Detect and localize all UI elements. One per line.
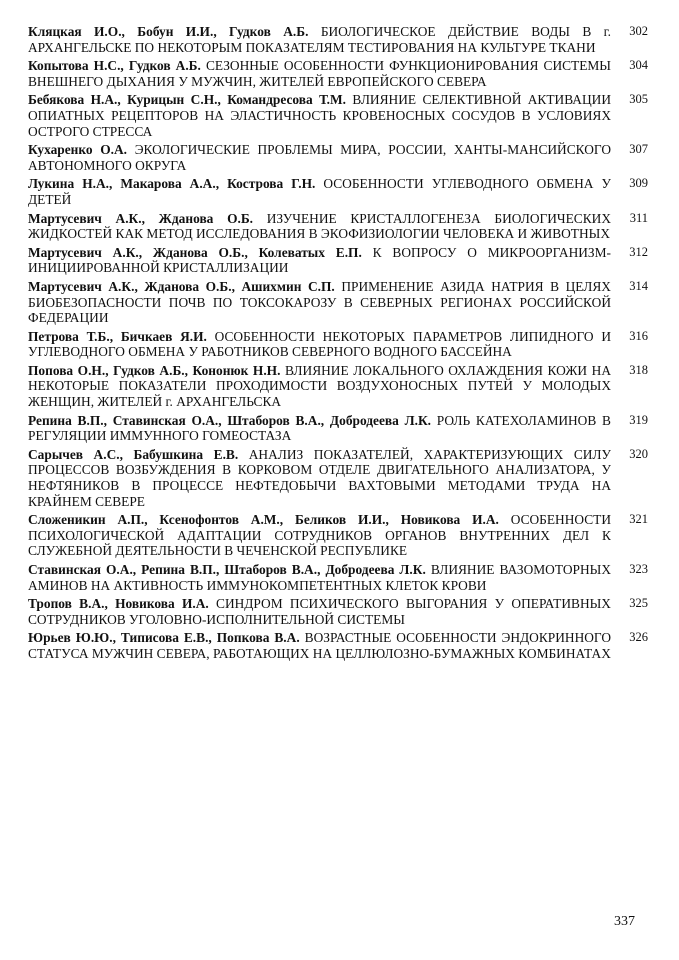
toc-entry	[28, 329, 648, 360]
toc-entry	[28, 363, 648, 410]
toc-entry-text	[28, 413, 611, 444]
entry-title: ЭКОЛОГИЧЕСКИЕ ПРОБЛЕМЫ МИРА, РОССИИ, ХАНТЫ-МАНСИЙСКОГО АВТОНОМНОГО ОКРУГА	[28, 142, 611, 173]
toc-entry-text	[28, 92, 611, 139]
entry-authors: Мартусевич А.К., Жданова О.Б., Ашихмин С.П.	[28, 278, 335, 294]
entry-page-number: 309	[629, 176, 648, 191]
toc-entry	[28, 279, 648, 326]
toc-entry-text	[28, 363, 611, 410]
entry-page-number: 318	[629, 362, 648, 377]
entry-authors: Сарычев А.С., Бабушкина Е.В.	[28, 446, 239, 462]
entry-title: ПРИМЕНЕНИЕ АЗИДА НАТРИЯ В ЦЕЛЯХ БИОБЕЗОПАСНОСТИ ПОЧВ ПО ТОКСОКАРОЗУ В СЕВЕРНЫХ РЕГИОНАХ РОССИЙСКОЙ ФЕДЕРАЦИИ	[28, 278, 611, 326]
table-of-contents	[28, 24, 648, 665]
entry-page-number: 321	[629, 512, 648, 527]
entry-page-number: 312	[629, 244, 648, 259]
entry-page-number: 326	[629, 630, 648, 645]
toc-entry-text	[28, 176, 611, 207]
toc-entry-text	[28, 211, 611, 242]
toc-entry	[28, 630, 648, 661]
entry-title: ВЛИЯНИЕ ЛОКАЛЬНОГО ОХЛАЖДЕНИЯ КОЖИ НА НЕКОТОРЫЕ ПОКАЗАТЕЛИ ПРОХОДИМОСТИ ВОЗДУХОНОСНЫХ ПУТЕЙ У МОЛОДЫХ ЖЕНЩИН, ЖИТЕЛЕЙ г. АРХАНГЕЛЬСКА	[28, 362, 611, 410]
entry-title: К ВОПРОСУ О МИКРООРГАНИЗМ-ИНИЦИИРОВАННОЙ КРИСТАЛЛИЗАЦИИ	[28, 244, 612, 276]
entry-authors: Бебякова Н.А., Курицын С.Н., Командресова Т.М.	[28, 92, 347, 108]
toc-entry	[28, 142, 648, 173]
entry-authors: Мартусевич А.К., Жданова О.Б.	[28, 210, 254, 226]
entry-authors: Петрова Т.Б., Бичкаев Я.И.	[28, 328, 207, 344]
entry-authors: Кляцкая И.О., Бобун И.И., Гудков А.Б.	[28, 24, 309, 39]
toc-entry-text	[28, 447, 611, 509]
entry-title: ОСОБЕННОСТИ УГЛЕВОДНОГО ОБМЕНА У ДЕТЕЙ	[28, 176, 611, 207]
entry-title: АНАЛИЗ ПОКАЗАТЕЛЕЙ, ХАРАКТЕРИЗУЮЩИХ СИЛУ ПРОЦЕССОВ ВОЗБУЖДЕНИЯ В КОРКОВОМ ОТДЕЛЕ ДВИГАТЕЛЬНОГО АНАЛИЗАТОРА, У НЕФТЯНИКОВ В ПРОЦЕССЕ НЕФТЕДОБЫЧИ ВАХТОВЫМИ МЕТОДАМИ ТРУДА НА КРАЙНЕМ СЕВЕРЕ	[28, 446, 611, 509]
entry-authors: Репина В.П., Ставинская О.А., Штаборов В.А., Добродеева Л.К.	[28, 412, 431, 428]
entry-authors: Попова О.Н., Гудков А.Б., Кононюк Н.Н.	[28, 362, 281, 378]
toc-entry-text	[28, 58, 611, 89]
entry-title: ВЛИЯНИЕ СЕЛЕКТИВНОЙ АКТИВАЦИИ ОПИАТНЫХ РЕЦЕПТОРОВ НА ЭЛАСТИЧНОСТЬ КРОВЕНОСНЫХ СОСУДОВ В УСЛОВИЯХ ОСТРОГО СТРЕССА	[28, 92, 611, 139]
entry-page-number: 307	[629, 142, 648, 157]
entry-page-number: 319	[629, 412, 648, 427]
toc-entry-text	[28, 142, 611, 173]
toc-entry	[28, 562, 648, 593]
entry-title: БИОЛОГИЧЕСКОЕ ДЕЙСТВИЕ ВОДЫ В г. АРХАНГЕЛЬСКЕ ПО НЕКОТОРЫМ ПОКАЗАТЕЛЯМ ТЕСТИРОВАНИЯ НА КУЛЬТУРЕ ТКАНИ	[28, 24, 612, 55]
toc-entry	[28, 176, 648, 207]
toc-entry-text	[28, 24, 611, 55]
toc-entry	[28, 512, 648, 559]
page-number: 337	[614, 914, 635, 929]
toc-entry-text	[28, 630, 611, 661]
entry-page-number: 304	[629, 58, 648, 73]
entry-page-number: 314	[629, 278, 648, 293]
toc-entry	[28, 447, 648, 509]
entry-authors: Сложеникин А.П., Ксенофонтов А.М., Беликов И.И., Новикова И.А.	[28, 512, 499, 528]
entry-authors: Копытова Н.С., Гудков А.Б.	[28, 58, 201, 74]
entry-authors: Лукина Н.А., Макарова А.А., Кострова Г.Н.	[28, 176, 316, 192]
toc-entry-text	[28, 245, 611, 276]
entry-page-number: 323	[629, 562, 648, 576]
entry-title: ОСОБЕННОСТИ ПСИХОЛОГИЧЕСКОЙ АДАПТАЦИИ СОТРУДНИКОВ ОРГАНОВ ВНУТРЕННИХ ДЕЛ К СЛУЖЕБНОЙ ДЕЯТЕЛЬНОСТИ В ЧЕЧЕНСКОЙ РЕСПУБЛИКЕ	[28, 512, 611, 559]
entry-page-number: 305	[629, 92, 648, 107]
toc-entry	[28, 245, 648, 276]
toc-entry-text	[28, 329, 611, 360]
entry-title: СИНДРОМ ПСИХИЧЕСКОГО ВЫГОРАНИЯ У ОПЕРАТИВНЫХ СОТРУДНИКОВ УГОЛОВНО-ИСПОЛНИТЕЛЬНОЙ СИСТЕМЫ	[28, 596, 611, 627]
toc-entry	[28, 92, 648, 139]
entry-authors: Кухаренко О.А.	[28, 142, 128, 158]
entry-title: ОСОБЕННОСТИ НЕКОТОРЫХ ПАРАМЕТРОВ ЛИПИДНОГО И УГЛЕВОДНОГО ОБМЕНА У РАБОТНИКОВ СЕВЕРНОГО ВОДНОГО БАССЕЙНА	[28, 328, 611, 360]
toc-entry	[28, 413, 648, 444]
entry-title: ВЛИЯНИЕ ВАЗОМОТОРНЫХ АМИНОВ НА АКТИВНОСТЬ ИММУНОКОМПЕТЕНТНЫХ КЛЕТОК КРОВИ	[28, 562, 611, 593]
entry-page-number: 302	[629, 24, 648, 38]
entry-page-number: 325	[629, 596, 648, 611]
entry-title: ВОЗРАСТНЫЕ ОСОБЕННОСТИ ЭНДОКРИННОГО СТАТУСА МУЖЧИН СЕВЕРА, РАБОТАЮЩИХ НА ЦЕЛЛЮЛОЗНО-БУМАЖНЫХ КОМБИНАТАХ	[28, 630, 611, 661]
toc-entry	[28, 211, 648, 242]
entry-title: ИЗУЧЕНИЕ КРИСТАЛЛОГЕНЕЗА БИОЛОГИЧЕСКИХ ЖИДКОСТЕЙ КАК МЕТОД ИССЛЕДОВАНИЯ В ЭКОФИЗИОЛОГИИ ЧЕЛОВЕКА И ЖИВОТНЫХ	[28, 210, 611, 242]
toc-entry-text	[28, 279, 611, 326]
toc-entry-text	[28, 512, 611, 559]
toc-entry	[28, 24, 648, 55]
entry-authors: Юрьев Ю.Ю., Типисова Е.В., Попкова В.А.	[28, 630, 300, 646]
toc-entry-text	[28, 562, 611, 593]
entry-page-number: 316	[629, 328, 648, 343]
entry-title: СЕЗОННЫЕ ОСОБЕННОСТИ ФУНКЦИОНИРОВАНИЯ СИСТЕМЫ ВНЕШНЕГО ДЫХАНИЯ У МУЖЧИН, ЖИТЕЛЕЙ ЕВРОПЕЙСКОГО СЕВЕРА	[28, 58, 611, 89]
entry-authors: Тропов В.А., Новикова И.А.	[28, 596, 209, 612]
entry-page-number: 320	[629, 446, 648, 461]
toc-entry	[28, 596, 648, 627]
toc-entry-text	[28, 596, 611, 627]
entry-page-number: 311	[629, 210, 648, 225]
entry-title: РОЛЬ КАТЕХОЛАМИНОВ В РЕГУЛЯЦИИ ИММУННОГО ГОМЕОСТАЗА	[28, 412, 611, 444]
toc-entry	[28, 58, 648, 89]
entry-authors: Мартусевич А.К., Жданова О.Б., Колеватых Е.П.	[28, 244, 362, 260]
entry-authors: Ставинская О.А., Репина В.П., Штаборов В.А., Добродеева Л.К.	[28, 562, 426, 577]
